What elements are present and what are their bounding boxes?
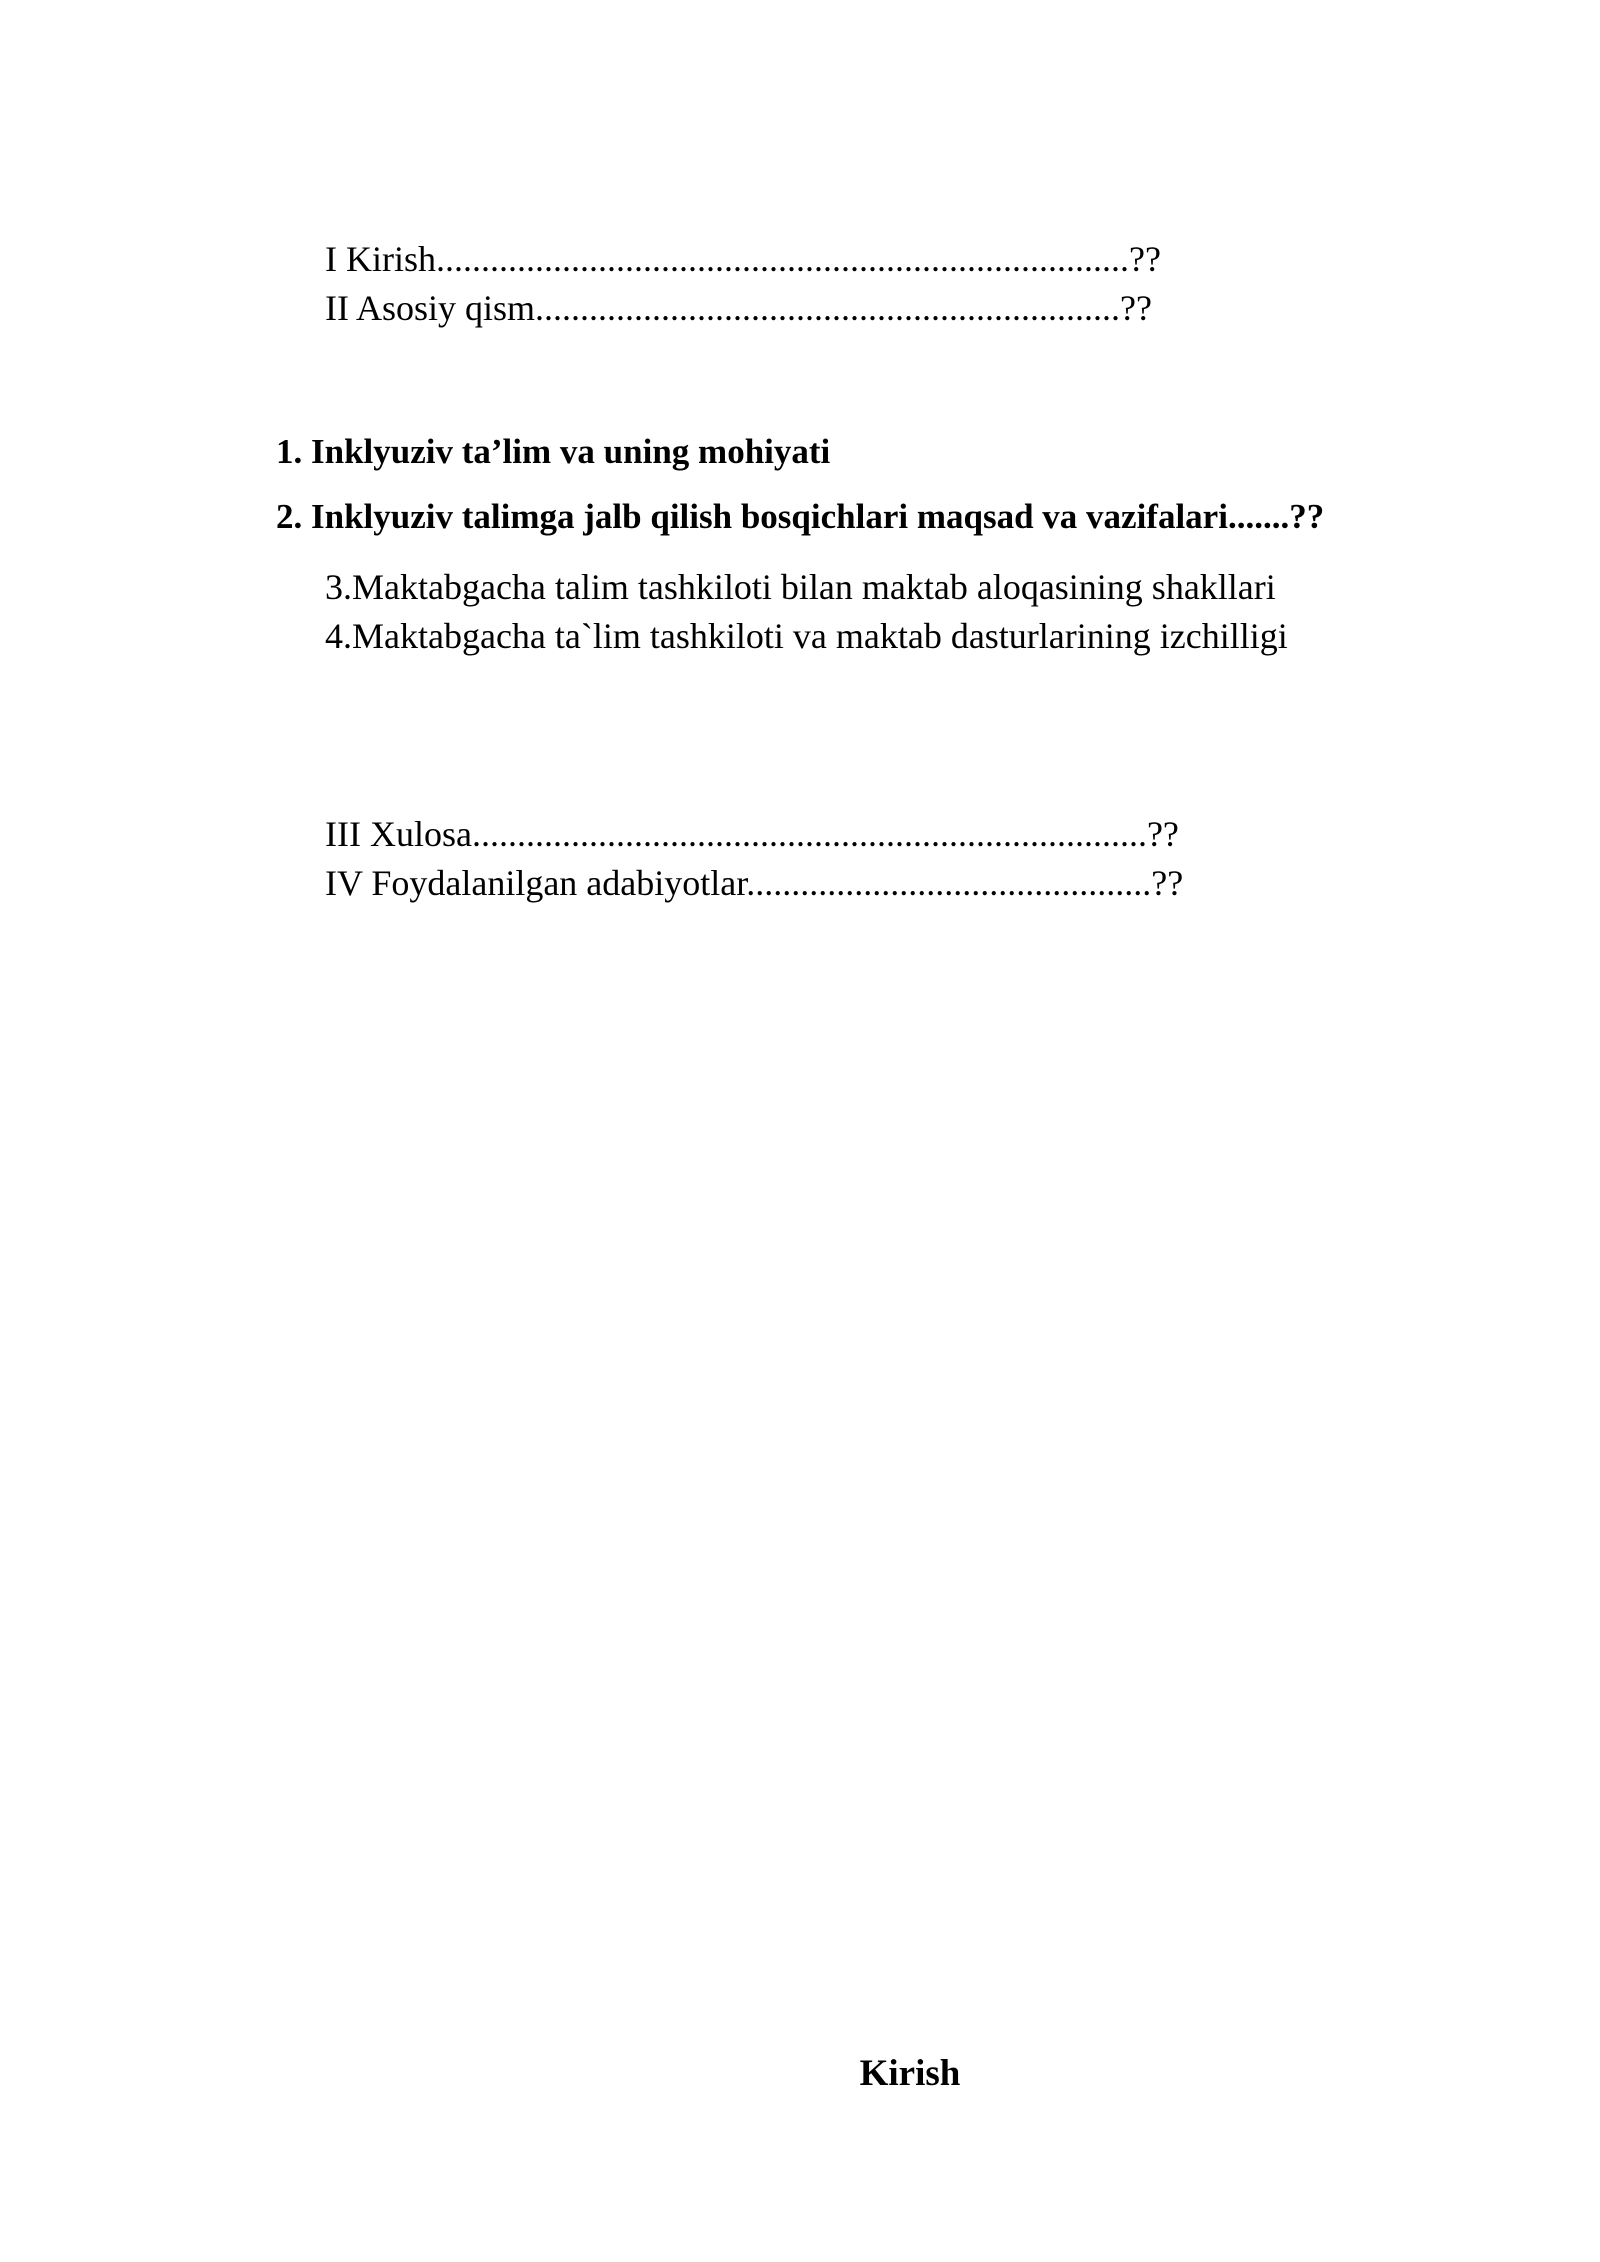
toc-section-3: 3.Maktabgacha talim tashkiloti bilan maktab aloqasining shakllari bbox=[325, 567, 1276, 607]
toc-section-1: 1. Inklyuziv ta’lim va uning mohiyati bbox=[276, 432, 831, 471]
toc-entry-conclusion: III Xulosa...........................................................................?? bbox=[325, 814, 1179, 854]
toc-entry-references: IV Foydalanilgan adabiyotlar.............................................?? bbox=[325, 863, 1184, 903]
toc-entry-main-part: II Asosiy qism.................................................................?? bbox=[325, 288, 1152, 328]
toc-entry-intro: I Kirish.............................................................................?? bbox=[325, 239, 1161, 279]
toc-section-4: 4.Maktabgacha ta`lim tashkiloti va maktab dasturlarining izchilligi bbox=[325, 616, 1288, 656]
toc-section-2: 2. Inklyuziv talimga jalb qilish bosqichlari maqsad va vazifalari.......?? bbox=[276, 497, 1325, 536]
section-heading-kirish: Kirish bbox=[859, 2053, 961, 2094]
